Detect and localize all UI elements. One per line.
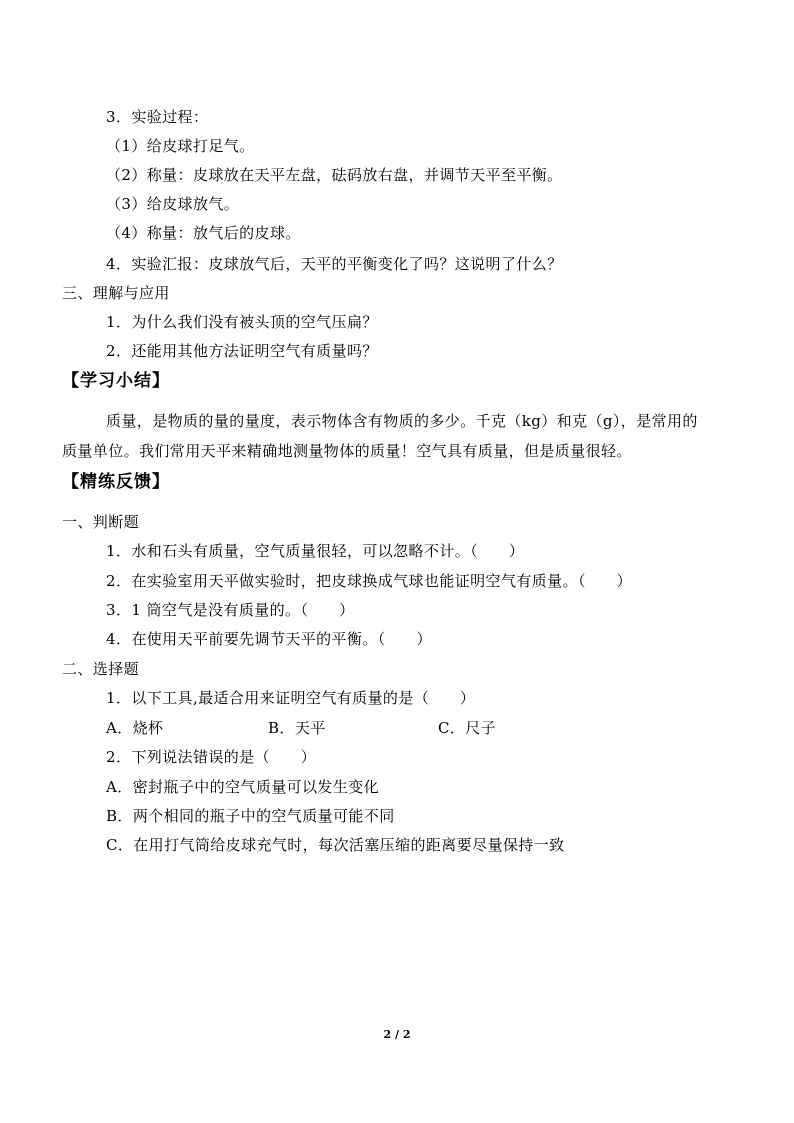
judgment-section-title: 一、判断题 bbox=[62, 513, 140, 531]
practice-heading: 【精练反馈】 bbox=[62, 472, 170, 492]
step-3-title: 3．实验过程： bbox=[106, 108, 209, 126]
choice-q1-option-b: B．天平 bbox=[268, 719, 326, 737]
judgment-question-4: 4．在使用天平前要先调节天平的平衡。（ ） bbox=[106, 630, 432, 648]
step-3-item-4: （4）称量：放气后的皮球。 bbox=[106, 224, 301, 242]
section-3-question-1: 1．为什么我们没有被头顶的空气压扁？ bbox=[106, 313, 378, 331]
section-3-title: 三、理解与应用 bbox=[62, 284, 170, 302]
judgment-question-1: 1．水和石头有质量，空气质量很轻，可以忽略不计。（ ） bbox=[106, 542, 525, 560]
judgment-question-2: 2．在实验室用天平做实验时，把皮球换成气球也能证明空气有质量。（ ） bbox=[106, 572, 633, 590]
step-3-item-3: （3）给皮球放气。 bbox=[106, 195, 240, 213]
judgment-question-3: 3．1 筒空气是没有质量的。（ ） bbox=[106, 601, 355, 619]
page-number: 2 / 2 bbox=[383, 1028, 411, 1041]
choice-question-2: 2．下列说法错误的是（ ） bbox=[106, 748, 317, 766]
choice-q2-option-a: A．密封瓶子中的空气质量可以发生变化 bbox=[106, 778, 380, 796]
choice-q2-option-b: B．两个相同的瓶子中的空气质量可能不同 bbox=[106, 807, 395, 825]
choice-section-title: 二、选择题 bbox=[62, 660, 140, 678]
choice-q1-option-c: C．尺子 bbox=[438, 719, 497, 737]
summary-paragraph-line-1: 质量，是物质的量的量度，表示物体含有物质的多少。千克（kg）和克（g），是常用的 bbox=[106, 412, 698, 430]
summary-paragraph-line-2: 质量单位。我们常用天平来精确地测量物体的质量！空气具有质量，但是质量很轻。 bbox=[62, 442, 632, 460]
choice-q1-option-a: A．烧杯 bbox=[106, 719, 164, 737]
choice-q2-option-c: C．在用打气筒给皮球充气时，每次活塞压缩的距离要尽量保持一致 bbox=[106, 836, 565, 854]
choice-question-1: 1．以下工具,最适合用来证明空气有质量的是（ ） bbox=[106, 689, 476, 707]
step-4-report: 4．实验汇报：皮球放气后，天平的平衡变化了吗？这说明了什么？ bbox=[106, 255, 563, 273]
step-3-item-1: （1）给皮球打足气。 bbox=[106, 137, 255, 155]
section-3-question-2: 2．还能用其他方法证明空气有质量吗？ bbox=[106, 342, 378, 360]
step-3-item-2: （2）称量：皮球放在天平左盘，砝码放右盘，并调节天平至平衡。 bbox=[106, 166, 563, 184]
summary-heading: 【学习小结】 bbox=[62, 371, 170, 391]
